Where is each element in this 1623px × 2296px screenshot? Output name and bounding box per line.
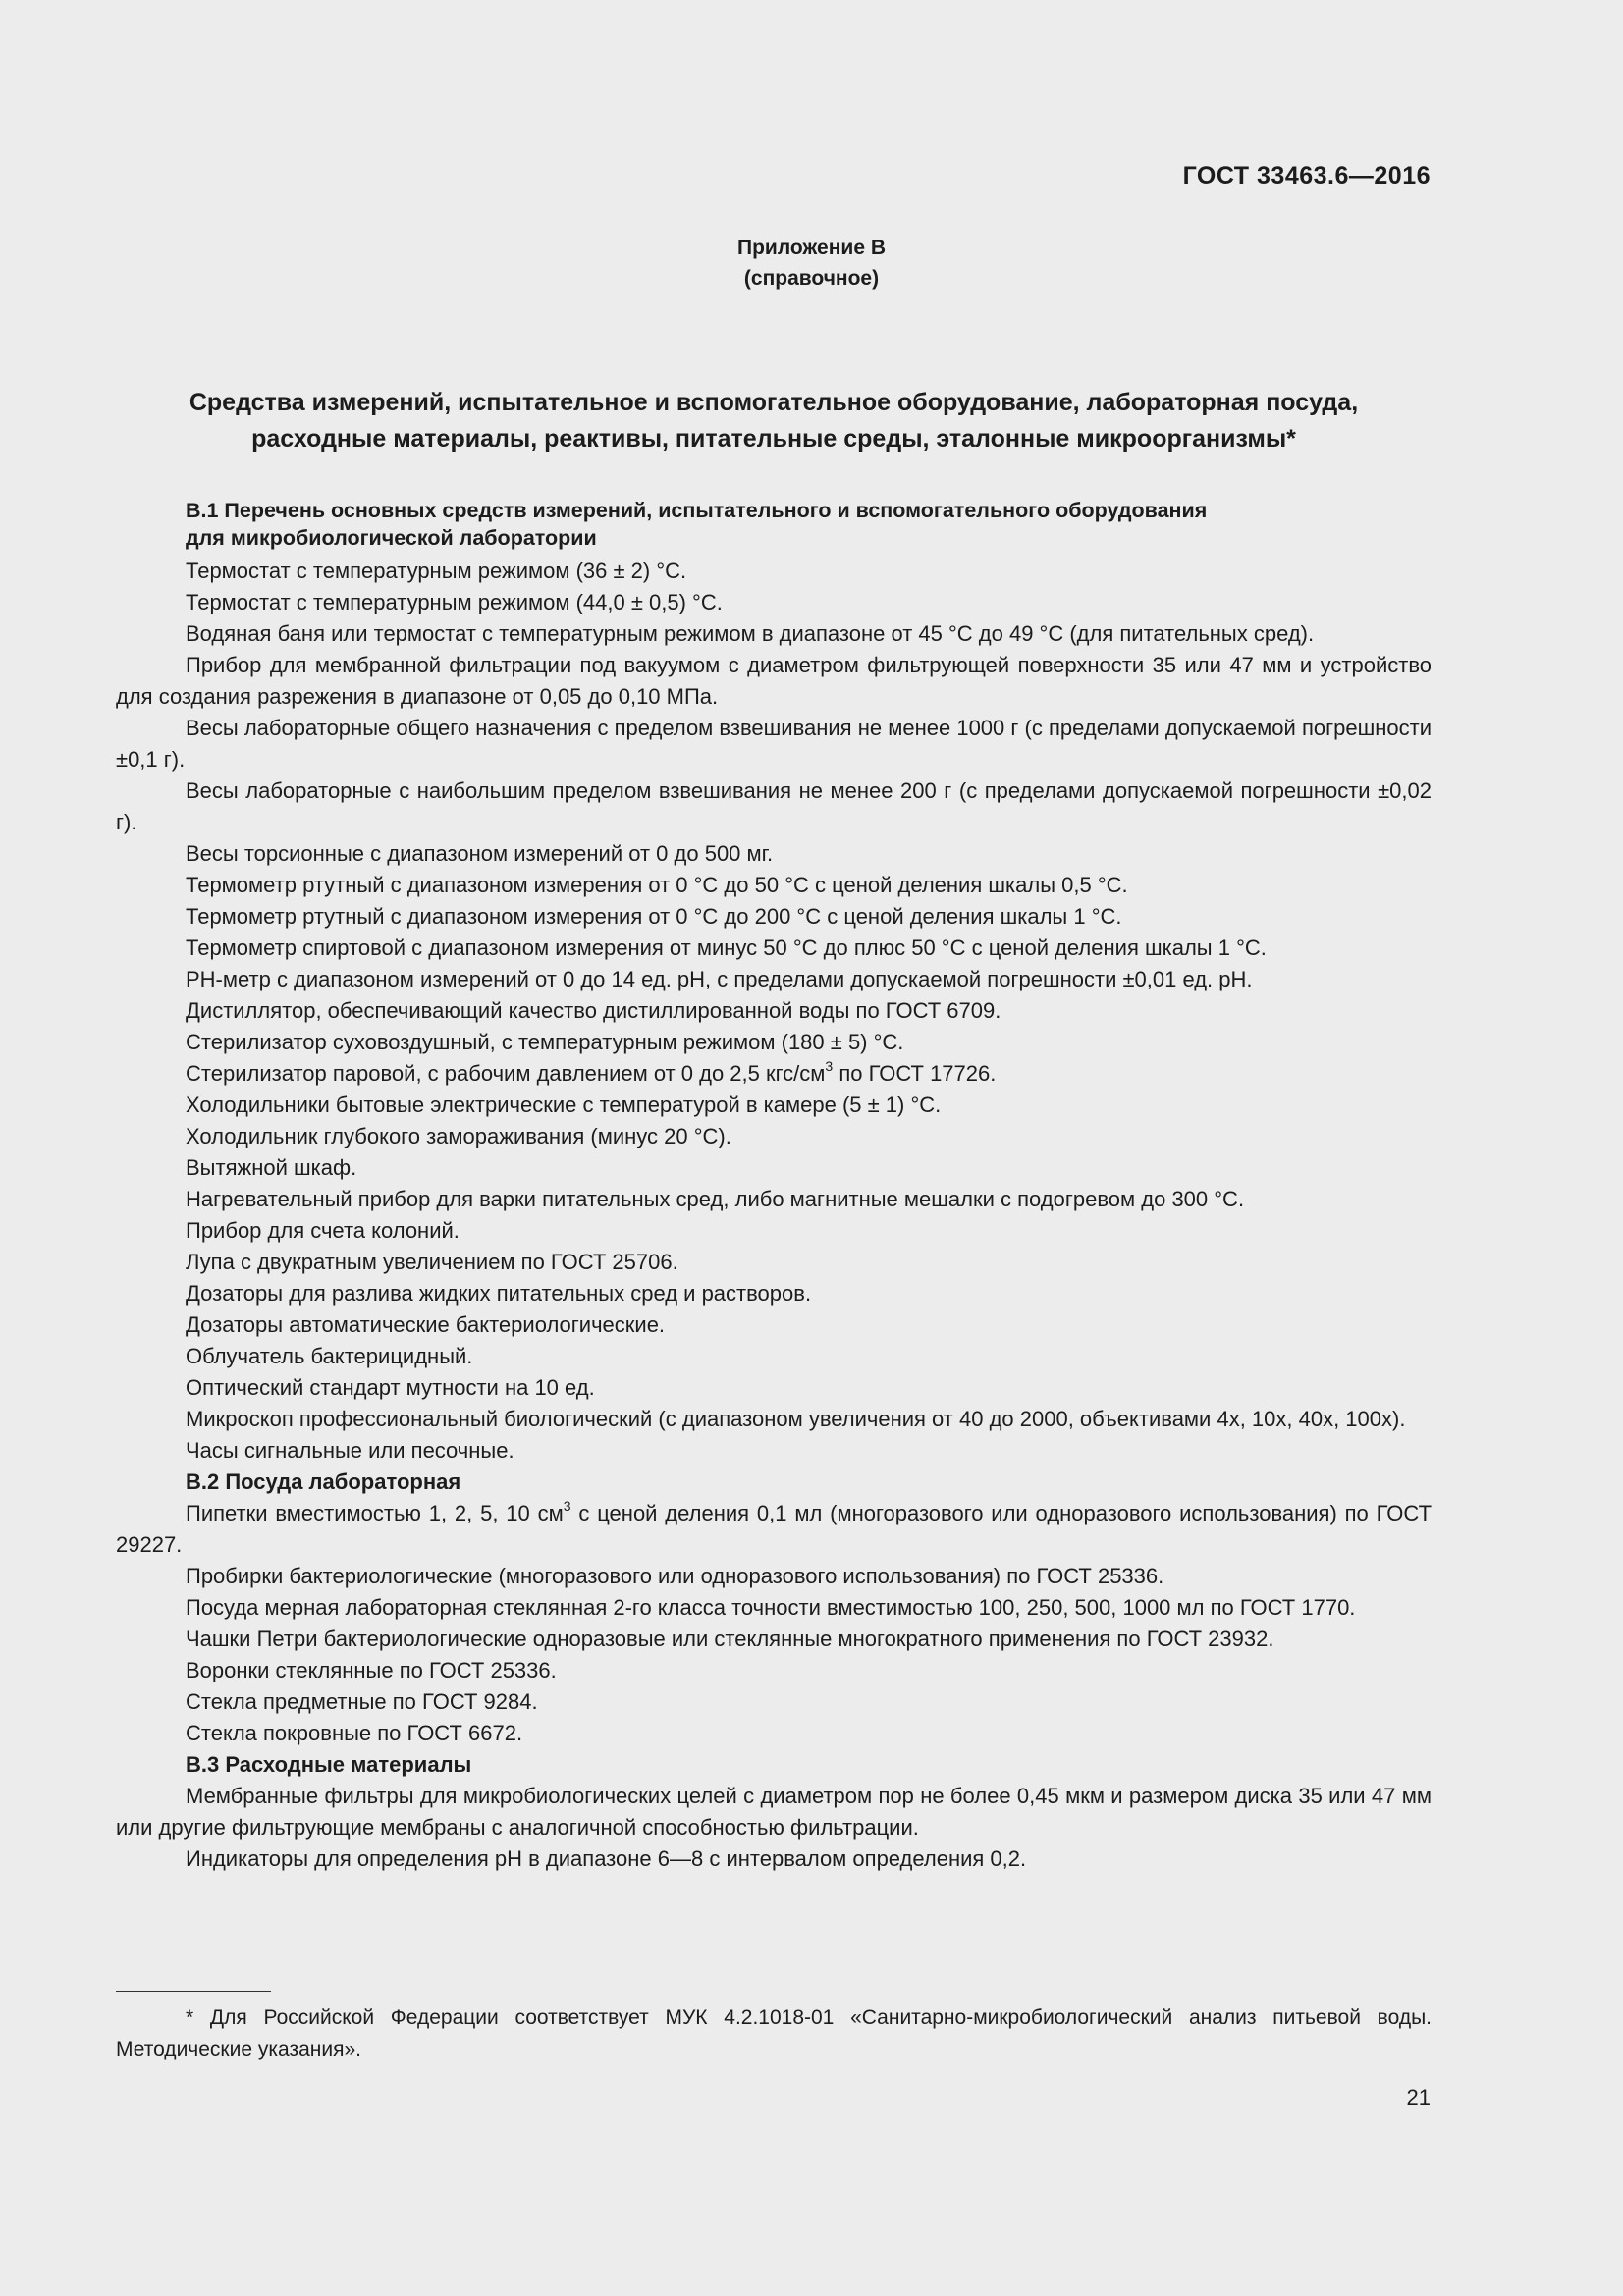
- list-item: Оптический стандарт мутности на 10 ед.: [186, 1375, 595, 1400]
- list-item: [116, 1058, 1432, 1090]
- list-item: Нагревательный прибор для варки питательных сред, либо магнитные мешалки с подогревом до 300 °С.: [186, 1187, 1245, 1211]
- list-item: Мембранные фильтры для микробиологических целей с диаметром пор не более 0,45 мкм и размером диска 35 или 47 мм или другие фильтрующие мембраны с аналогичной способностью фильтрации.: [116, 1784, 1432, 1840]
- list-item: Посуда мерная лабораторная стеклянная 2-го класса точности вместимостью 100, 250, 500, 1000 мл по ГОСТ 1770.: [186, 1595, 1356, 1620]
- superscript: 3: [563, 1498, 571, 1514]
- list-item: Термометр ртутный с диапазоном измерения от 0 °С до 50 °С с ценой деления шкалы 0,5 °С.: [186, 873, 1128, 897]
- list-item: Дистиллятор, обеспечивающий качество дистиллированной воды по ГОСТ 6709.: [186, 998, 1001, 1023]
- list-item: Термостат с температурным режимом (36 ± 2) °С.: [186, 559, 687, 583]
- list-item: Холодильник глубокого замораживания (минус 20 °С).: [186, 1124, 731, 1148]
- list-item: Термометр спиртовой с диапазоном измерения от минус 50 °С до плюс 50 °С с ценой деления шкалы 1 °С.: [186, 935, 1267, 960]
- section-heading-line: для микробиологической лаборатории: [186, 526, 597, 550]
- list-item: Стерилизатор суховоздушный, с температурным режимом (180 ± 5) °С.: [186, 1030, 904, 1054]
- section-heading-b3: В.3 Расходные материалы: [186, 1752, 472, 1777]
- list-item: Стекла покровные по ГОСТ 6672.: [186, 1721, 523, 1745]
- list-item: Пробирки бактериологические (многоразового или одноразового использования) по ГОСТ 25336.: [186, 1564, 1164, 1588]
- list-item: Весы лабораторные с наибольшим пределом взвешивания не менее 200 г (с пределами допускаемой погрешности ±0,02 г).: [116, 778, 1432, 834]
- footnote: * Для Российской Федерации соответствует МУК 4.2.1018-01 «Санитарно-микробиологический анализ питьевой воды. Методические указания».: [116, 2006, 1432, 2060]
- section-heading-b2: В.2 Посуда лабораторная: [186, 1469, 461, 1494]
- list-item: Термометр ртутный с диапазоном измерения от 0 °С до 200 °С с ценой деления шкалы 1 °С.: [186, 904, 1122, 929]
- list-item: Дозаторы автоматические бактериологические.: [186, 1312, 666, 1337]
- list-item: Термостат с температурным режимом (44,0 ± 0,5) °С.: [186, 590, 723, 614]
- standard-number: ГОСТ 33463.6—2016: [1182, 162, 1431, 189]
- list-item: Облучатель бактерицидный.: [186, 1344, 473, 1368]
- list-item: Весы торсионные с диапазоном измерений от 0 до 500 мг.: [186, 841, 774, 866]
- list-item-text: по ГОСТ 17726.: [833, 1061, 997, 1086]
- list-item: Стекла предметные по ГОСТ 9284.: [186, 1689, 538, 1714]
- list-item-text: Стерилизатор паровой, с рабочим давлением от 0 до 2,5 кгс/см: [186, 1061, 826, 1086]
- list-item: Водяная баня или термостат с температурным режимом в диапазоне от 45 °С до 49 °С (для питательных сред).: [186, 621, 1315, 646]
- list-item-text: с ценой деления 0,1 мл (многоразового или одноразового использования) по ГОСТ 29227.: [116, 1501, 1433, 1557]
- list-item: Дозаторы для разлива жидких питательных сред и растворов.: [186, 1281, 812, 1306]
- list-item: Воронки стеклянные по ГОСТ 25336.: [186, 1658, 557, 1682]
- appendix-title-line: расходные материалы, реактивы, питательные среды, эталонные микроорганизмы*: [251, 425, 1296, 453]
- annex-label: Приложение В: [736, 237, 886, 259]
- list-item: Весы лабораторные общего назначения с пределом взвешивания не менее 1000 г (с пределами допускаемой погрешности ±0,1 г).: [116, 716, 1432, 772]
- list-item: Индикаторы для определения рН в диапазоне 6—8 с интервалом определения 0,2.: [186, 1846, 1027, 1871]
- list-item: [116, 1498, 1432, 1561]
- list-item: Холодильники бытовые электрические с температурой в камере (5 ± 1) °С.: [186, 1093, 942, 1117]
- appendix-title-line: Средства измерений, испытательное и вспомогательное оборудование, лабораторная посуда,: [189, 389, 1359, 416]
- annex-heading: [0, 233, 1623, 294]
- list-item: Часы сигнальные или песочные.: [186, 1438, 514, 1463]
- list-item-text: Пипетки вместимостью 1, 2, 5, 10 см: [186, 1501, 564, 1525]
- list-item: Прибор для счета колоний.: [186, 1218, 460, 1243]
- document-body: [116, 497, 1432, 1875]
- annex-type: (справочное): [743, 267, 880, 290]
- section-heading-line: В.1 Перечень основных средств измерений, испытательного и вспомогательного оборудования: [186, 499, 1208, 522]
- list-item: Лупа с двукратным увеличением по ГОСТ 25706.: [186, 1250, 678, 1274]
- superscript: 3: [825, 1058, 834, 1074]
- list-item: Чашки Петри бактериологические одноразовые или стеклянные многократного применения по ГОСТ 23932.: [186, 1627, 1274, 1651]
- list-item: Вытяжной шкаф.: [186, 1155, 357, 1180]
- page-number: 21: [1406, 2085, 1431, 2109]
- footnote-divider: [116, 1991, 271, 1992]
- list-item: Прибор для мембранной фильтрации под вакуумом с диаметром фильтрующей поверхности 35 или 47 мм и устройство для создания разрежения в диапазоне от 0,05 до 0,10 МПа.: [116, 653, 1432, 709]
- list-item: Микроскоп профессиональный биологический (с диапазоном увеличения от 40 до 2000, объективами 4х, 10х, 40х, 100х).: [186, 1407, 1406, 1431]
- section-heading-b1: [116, 497, 1432, 552]
- appendix-title: [116, 385, 1432, 457]
- list-item: РН-метр с диапазоном измерений от 0 до 14 ед. рН, с пределами допускаемой погрешности ±0,01 ед. рН.: [186, 967, 1253, 991]
